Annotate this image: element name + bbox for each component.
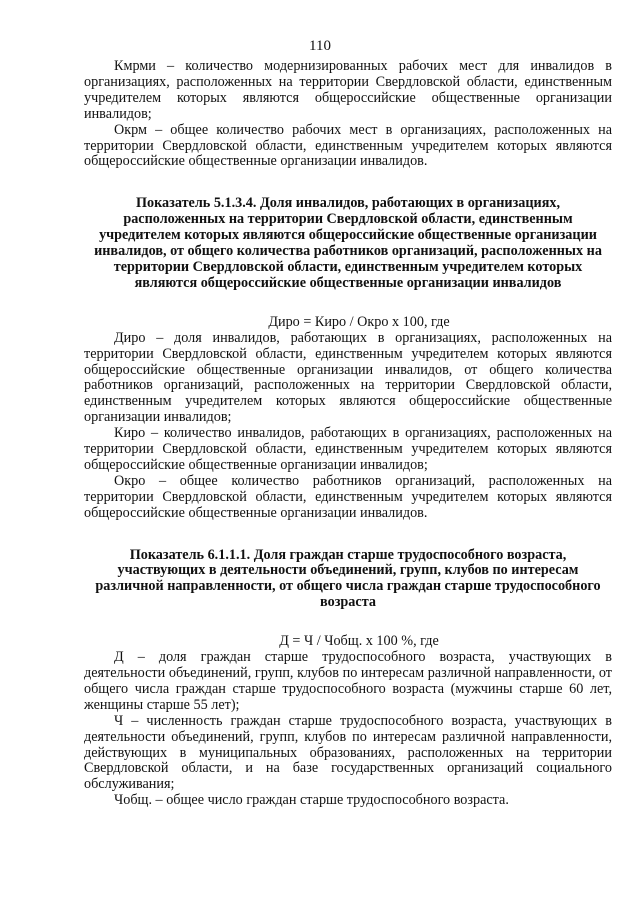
paragraph-okro: Окро – общее количество работников организаций, расположенных на территории Свердловской области, единственным учредителем которых являются общероссийские общественные организации инвалидов. <box>84 472 612 521</box>
section-heading-5-1-3-4: Показатель 5.1.3.4. Доля инвалидов, работающих в организациях, расположенных на территории Свердловской области, единственным учредителем которых являются общероссийские общественные организации инвалидов, от общего количества работников организаций, расположенных на территории Свердловской области, единственным учредителем которых являются общероссийские общественные организации инвалидов <box>94 195 602 291</box>
formula-d: Д = Ч / Чобщ. х 100 %, где <box>279 633 439 650</box>
paragraph-kmrmi: Кмрми – количество модернизированных рабочих мест для инвалидов в организациях, расположенных на территории Свердловской области, единственным учредителем которых являются общероссийские общественные организации инвалидов; <box>84 58 612 122</box>
paragraph-okrm: Окрм – общее количество рабочих мест в организациях, расположенных на территории Свердловской области, единственным учредителем которых являются общероссийские общественные организации инвалидов. <box>84 121 612 170</box>
page-body <box>84 59 612 809</box>
section-heading-6-1-1-1: Показатель 6.1.1.1. Доля граждан старше трудоспособного возраста, участвующих в деятельности объединений, групп, клубов по интересам различной направленности, от общего числа граждан старше трудоспособного возраста <box>95 546 601 611</box>
paragraph-d: Д – доля граждан старше трудоспособного возраста, участвующих в деятельности объединений, групп, клубов по интересам различной направленности, от общего числа граждан старше трудоспособного возраста (мужчины старше 60 лет, женщины старше 55 лет); <box>84 649 612 713</box>
paragraph-ch: Ч – численность граждан старше трудоспособного возраста, участвующих в деятельности объединений, групп, клубов по интересам различной направленности, действующих в муниципальных образованиях, расположенных на территории Свердловской области, и на базе государственных организаций социального обслуживания; <box>84 712 612 793</box>
formula-diro: Диро = Киро / Окро х 100, где <box>268 313 450 330</box>
paragraph-diro: Диро – доля инвалидов, работающих в организациях, расположенных на территории Свердловской области, единственным учредителем которых являются общероссийские общественные организации инвалидов, от общего количества работников организаций, расположенных на территории Свердловской области, единственным учредителем которых являются общероссийские общественные организации инвалидов; <box>84 329 612 426</box>
paragraph-kiro: Киро – количество инвалидов, работающих в организациях, расположенных на территории Свердловской области, единственным учредителем которых являются общероссийские общественные организации инвалидов; <box>84 425 612 473</box>
paragraph-chobshch: Чобщ. – общее число граждан старше трудоспособного возраста. <box>114 792 509 809</box>
page-number: 110 <box>309 38 331 54</box>
